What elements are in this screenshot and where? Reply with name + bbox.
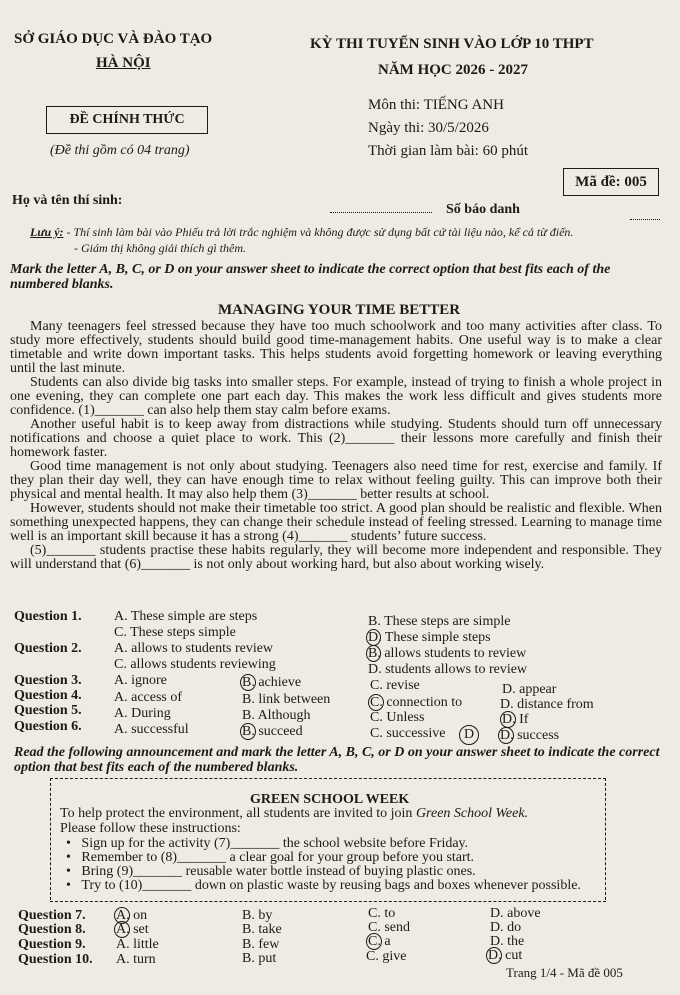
passage-title: MANAGING YOUR TIME BETTER [218,302,461,318]
question-label: Question 10. [18,952,93,967]
answer-option: D. These simple steps [368,630,491,645]
question-label: Question 4. [14,688,82,703]
answer-option: C. send [368,920,410,935]
answer-circle-mark [366,629,381,646]
note-text-1: - Thí sinh làm bài vào Phiếu trả lời trắc nghiệm và không được sử dụng bất cứ tài liệu nào, kể cả từ điển. [66,225,574,239]
page-footer: Trang 1/4 - Mã đề 005 [506,965,623,980]
announcement-frame-left [50,778,51,900]
answer-option: D. distance from [500,697,594,712]
answer-option: D. students allows to review [368,662,528,677]
subject: Môn thi: TIẾNG ANH [368,97,504,113]
question-label: Question 8. [18,922,86,937]
note-line-2: - Giám thị không giải thích gì thêm. [74,241,246,255]
answer-option: C. successive [370,726,446,741]
department-name: SỞ GIÁO DỤC VÀ ĐÀO TẠO [14,31,213,47]
note-title: Lưu ý: [30,225,64,239]
bullet-text: Remember to (8)_______ a clear goal for your group before you start. [81,850,475,865]
passage-paragraph-5: However, students should not make their timetable too strict. A good plan should be realistic and flexible. When something unexpected happens, they can change their schedule instead of feeling stressed. Learning to manage time well is an important skill because it has a strong (4)_______ students’ future success. [10,501,662,544]
bullet-item: • Bring (9)_______ reusable water bottle instead of buying plastic ones. [66,864,476,879]
exam-date: Ngày thi: 30/5/2026 [368,120,489,136]
announcement-title: GREEN SCHOOL WEEK [250,792,410,807]
answer-option: B. link between [242,692,331,707]
answer-option: A. set [116,922,149,937]
answer-option: C. connection to [370,695,463,710]
answer-option: D. do [490,920,522,935]
answer-option: B. put [242,951,277,966]
answer-circle-mark [366,933,382,950]
answer-option: D. success [500,728,560,743]
answer-option: D. the [490,934,525,949]
answer-circle-mark [368,694,384,711]
passage-paragraph-4: Good time management is not only about studying. Teenagers also need time for rest, exercise and family. If they plan their day well, they can have enough time to relax without feeling guilty. This can improve both their physical and mental health. It may also help them (3)_______ better results at school. [10,459,662,502]
answer-option: C. revise [370,678,420,693]
answer-circle-mark [500,711,516,728]
question-label: Question 2. [14,641,82,656]
answer-option: B. succeed [242,724,303,739]
answer-option: B. Although [242,708,311,723]
pages-note: (Đề thi gồm có 04 trang) [50,143,190,158]
answer-option: C. to [368,906,396,921]
answer-option: C. a [368,934,391,949]
note-line-1 [30,225,573,240]
candidate-name-line [330,212,432,213]
exam-code-box: Mã đề: 005 [563,168,659,196]
answer-option: A. allows to students review [114,641,274,656]
department-city: HÀ NỘI [96,55,151,71]
question-label: Question 6. [14,719,82,734]
answer-option: A. successful [114,722,189,737]
answer-option: B. allows students to review [368,646,527,661]
answer-circle-mark [114,921,130,938]
answer-option: B. take [242,922,282,937]
candidate-name-label: Họ và tên thí sinh: [12,193,123,208]
answer-circle-mark [366,645,381,662]
bullet-item: • Sign up for the activity (7)_______ the school website before Friday. [66,836,469,851]
answer-option: D. above [490,906,541,921]
answer-option: A. little [116,937,159,952]
answer-circle-mark [486,947,502,964]
official-badge: ĐỀ CHÍNH THỨC [46,106,208,134]
answer-circle-mark [240,674,256,691]
answer-option: B. few [242,937,280,952]
bullet-item: • Try to (10)_______ down on plastic waste by reusing bags and boxes whenever possible. [66,878,581,893]
answer-circle-mark [240,723,256,740]
answer-option: B. These steps are simple [368,614,511,629]
answer-option: D. cut [488,948,523,963]
passage-paragraph-2: Students can also divide big tasks into smaller steps. For example, instead of trying to finish a whole project in one evening, they can complete one part each day. This makes the work less difficult and gives students more confidence. (1)_______ can also help them stay calm before exams. [10,375,662,418]
answer-option: C. Unless [370,710,425,725]
answer-option: D. If [502,712,529,727]
question-label: Question 3. [14,673,82,688]
answer-option: D. appear [502,682,557,697]
school-year: NĂM HỌC 2026 - 2027 [378,62,528,78]
section2-instruction: Read the following announcement and mark the letter A, B, C, or D on your answer sheet to indicate the correct option that best fits each of the numbered blanks. [14,745,660,775]
question-label: Question 1. [14,609,82,624]
answer-circle-mark [498,727,514,744]
passage-paragraph-6: (5)_______ students practise these habits regularly, they will become more independent and responsible. They will understand that (6)_______ is not only about working hard, but also about working wisely. [10,543,662,572]
candidate-id-label: Số báo danh [446,202,520,217]
question-label: Question 5. [14,703,82,718]
question-label: Question 9. [18,937,86,952]
handwritten-mark: D [459,725,479,745]
announcement-follow: Please follow these instructions: [60,821,241,836]
announcement-intro [60,806,528,822]
exam-title: KỲ THI TUYỂN SINH VÀO LỚP 10 THPT [310,36,594,52]
section1-instruction: Mark the letter A, B, C, or D on your answer sheet to indicate the correct option that best fits each of the numbered blanks. [10,262,611,292]
answer-option: A. ignore [114,673,167,688]
duration: Thời gian làm bài: 60 phút [368,143,528,159]
answer-option: B. by [242,908,273,923]
candidate-id-line [630,219,660,220]
announcement-frame-right [605,778,606,900]
passage [10,320,662,572]
bullet-text: Bring (9)_______ reusable water bottle instead of buying plastic ones. [81,864,476,879]
bullet-text: Sign up for the activity (7)_______ the school website before Friday. [81,836,469,851]
bullet-item: • Remember to (8)_______ a clear goal for your group before you start. [66,850,475,865]
question-label: Question 7. [18,908,86,923]
answer-option: C. give [366,949,407,964]
passage-paragraph-1: Many teenagers feel stressed because they have too much schoolwork and too many activities after class. To study more effectively, students should build good time-management habits. One useful way is to make a clear timetable and write down important tasks. This helps students avoid forgetting homework or leaving everything until the last minute. [10,319,662,376]
answer-option: A. turn [116,952,156,967]
announcement-intro-text: To help protect the environment, all students are invited to join [60,806,416,821]
announcement-event-name: Green School Week. [415,806,529,821]
answer-option: A. During [114,706,171,721]
answer-option: C. These steps simple [114,625,236,640]
answer-option: B. achieve [242,675,302,690]
answer-option: C. allows students reviewing [114,657,276,672]
answer-option: A. access of [114,690,183,705]
answer-option: A. These simple are steps [114,609,258,624]
answer-option: A. on [116,908,148,923]
passage-paragraph-3: Another useful habit is to keep away from distractions while studying. Students should turn off unnecessary notifications and choose a quiet place to work. This (2)_______ their lessons more carefully and finish their homework faster. [10,417,662,460]
bullet-text: Try to (10)_______ down on plastic waste by reusing bags and boxes whenever possible. [81,878,581,893]
